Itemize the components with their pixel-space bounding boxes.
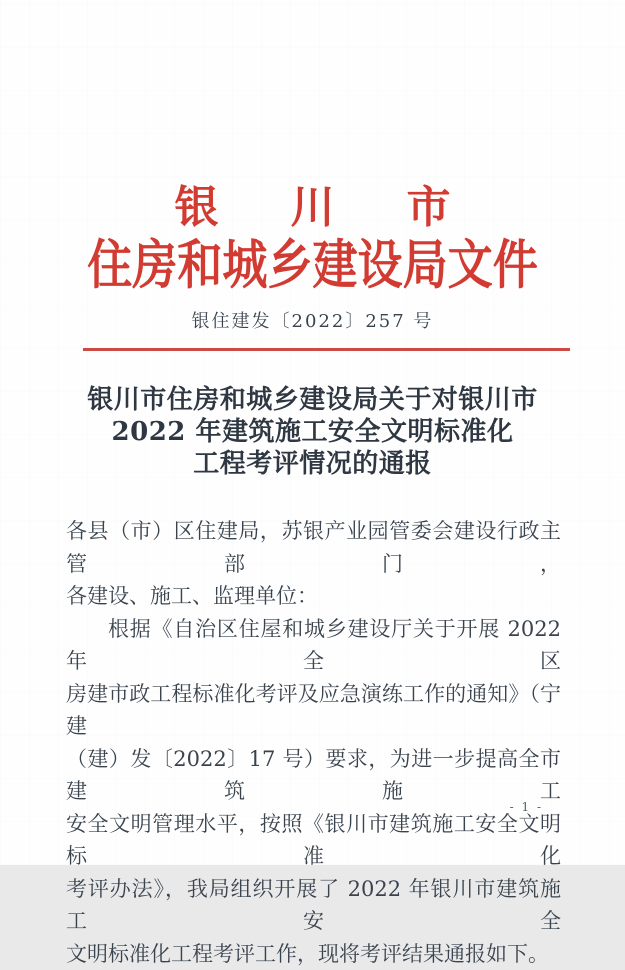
body-line-6: 文明标准化工程考评工作，现将考评结果通报如下。 <box>66 941 549 966</box>
page-number: - 1 - <box>509 800 543 814</box>
salutation-line-2: 各建设、施工、监理单位： <box>66 584 318 609</box>
document-reference-number: 银住建发〔2022〕257 号 <box>191 311 434 333</box>
body-line-3: （建）发〔2022〕17 号）要求，为进一步提高全市建筑施工 <box>66 746 561 804</box>
document-title <box>40 384 585 480</box>
issuing-city: 银川市 <box>174 182 523 233</box>
title-line-2: 2022 年建筑施工安全文明标准化 <box>111 417 514 448</box>
salutation-line-1: 各县（市）区住建局，苏银产业园管委会建设行政主管部门， <box>66 519 561 576</box>
issuing-organization-banner: 住房和城乡建设局文件 <box>87 234 538 296</box>
title-line-1: 银川市住房和城乡建设局关于对银川市 <box>87 385 538 416</box>
red-divider-line <box>83 348 570 351</box>
letterhead <box>0 0 625 351</box>
body-line-4: 安全文明管理水平，按照《银川市建筑施工安全文明标准化 <box>66 811 561 869</box>
document-body <box>66 515 561 970</box>
body-line-5: 考评办法》，我局组织开展了 2022 年银川市建筑施工安全 <box>66 876 561 934</box>
body-line-2: 房建市政工程标准化考评及应急演练工作的通知》（宁建 <box>66 681 561 739</box>
title-line-3: 工程考评情况的通报 <box>193 449 432 480</box>
body-line-1: 根据《自治区住屋和城乡建设厅关于开展 2022 年全区 <box>66 616 561 674</box>
